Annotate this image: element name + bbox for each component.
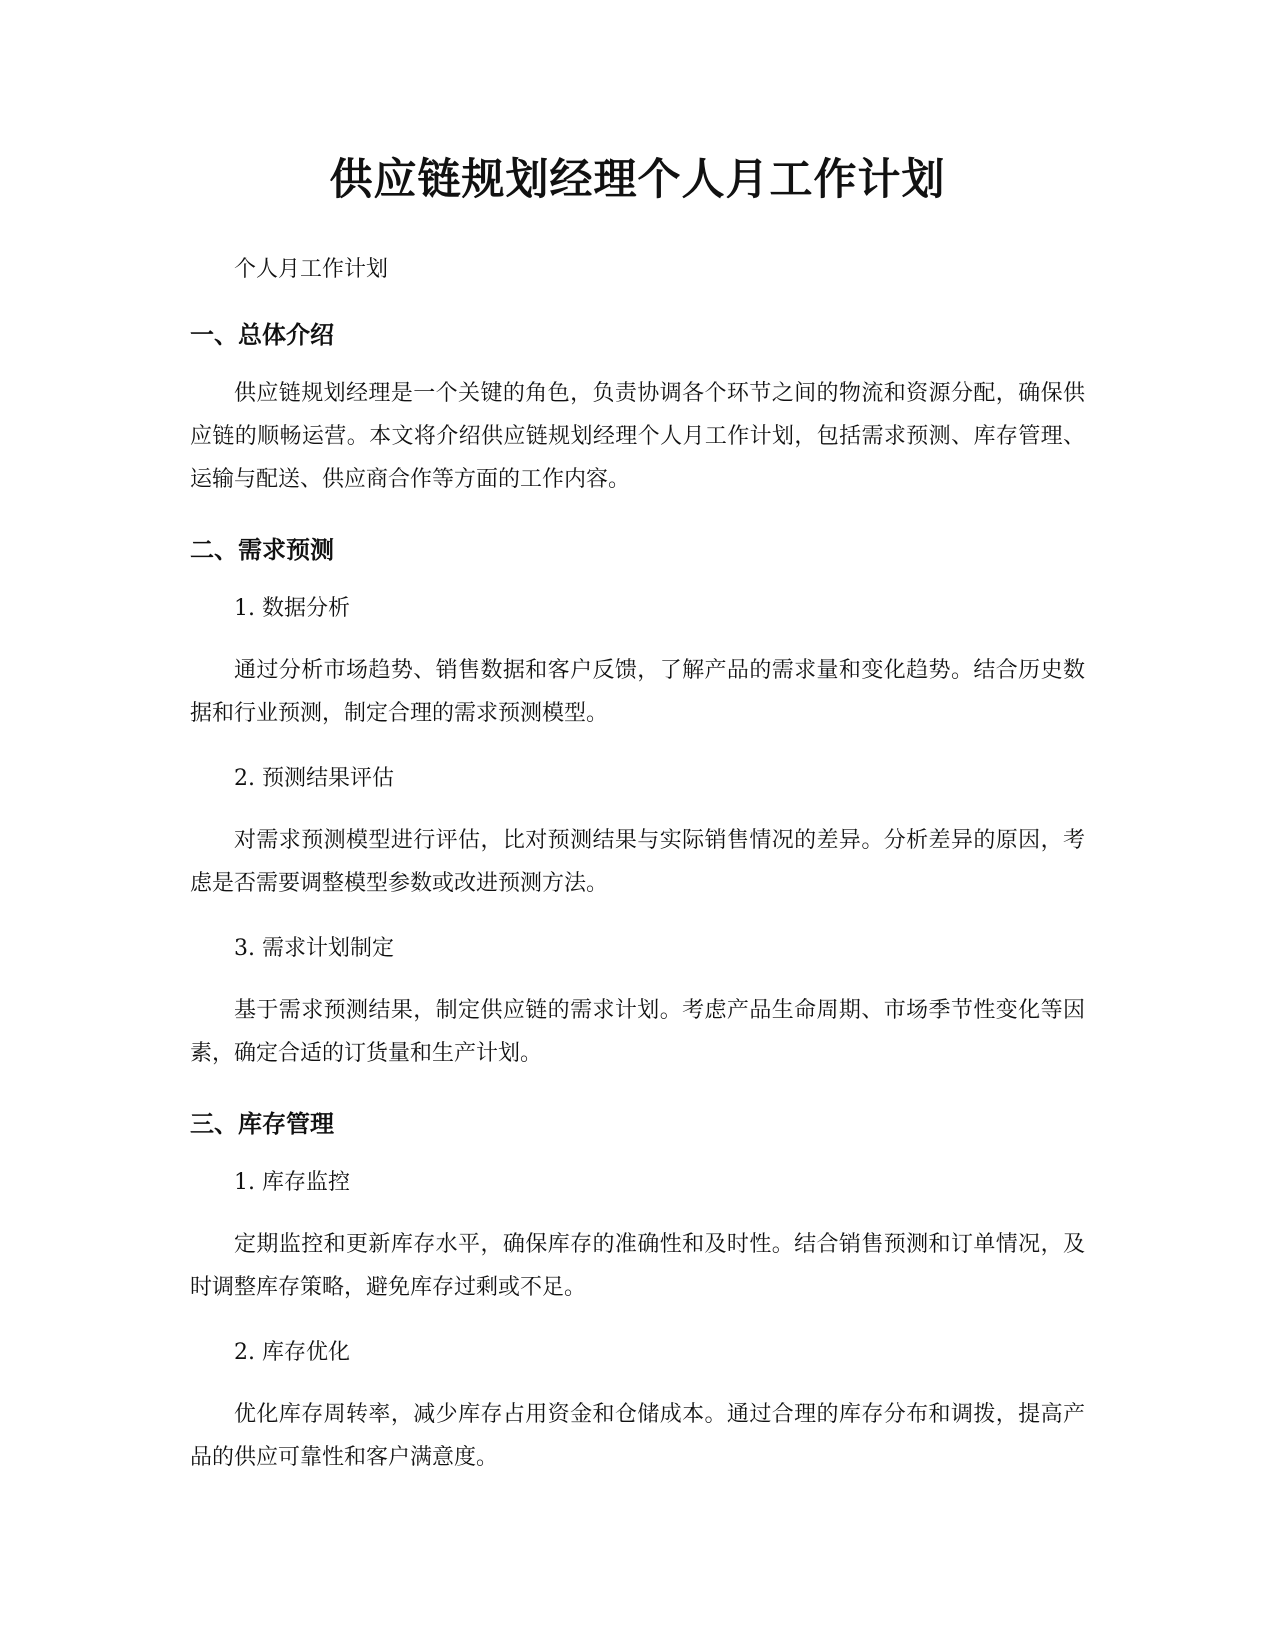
subheading-inventory-monitoring: 1. 库存监控	[234, 1170, 350, 1195]
paragraph-demand-planning: 基于需求预测结果，制定供应链的需求计划。考虑产品生命周期、市场季节性变化等因素，确定合适的订货量和生产计划。	[190, 998, 1085, 1066]
section-paragraph-overview: 供应链规划经理是一个关键的角色，负责协调各个环节之间的物流和资源分配，确保供应链的顺畅运营。本文将介绍供应链规划经理个人月工作计划，包括需求预测、库存管理、运输与配送、供应商合作等方面的工作内容。	[190, 381, 1085, 492]
subheading-forecast-evaluation: 2. 预测结果评估	[234, 766, 394, 791]
subheading-data-analysis: 1. 数据分析	[234, 596, 350, 621]
paragraph-forecast-evaluation: 对需求预测模型进行评估，比对预测结果与实际销售情况的差异。分析差异的原因，考虑是否需要调整模型参数或改进预测方法。	[190, 828, 1085, 896]
document-subtitle: 个人月工作计划	[234, 257, 389, 282]
paragraph-inventory-monitoring: 定期监控和更新库存水平，确保库存的准确性和及时性。结合销售预测和订单情况，及时调整库存策略，避免库存过剩或不足。	[190, 1232, 1085, 1300]
section-heading-demand-forecast: 二、需求预测	[190, 536, 334, 564]
section-heading-overview: 一、总体介绍	[190, 321, 334, 349]
paragraph-inventory-optimization: 优化库存周转率，减少库存占用资金和仓储成本。通过合理的库存分布和调拨，提高产品的供应可靠性和客户满意度。	[190, 1402, 1085, 1470]
subheading-demand-planning: 3. 需求计划制定	[234, 936, 394, 961]
section-heading-inventory: 三、库存管理	[190, 1110, 334, 1138]
document-title: 供应链规划经理个人月工作计划	[329, 155, 946, 205]
subheading-inventory-optimization: 2. 库存优化	[234, 1340, 350, 1365]
paragraph-data-analysis: 通过分析市场趋势、销售数据和客户反馈，了解产品的需求量和变化趋势。结合历史数据和行业预测，制定合理的需求预测模型。	[190, 658, 1085, 726]
